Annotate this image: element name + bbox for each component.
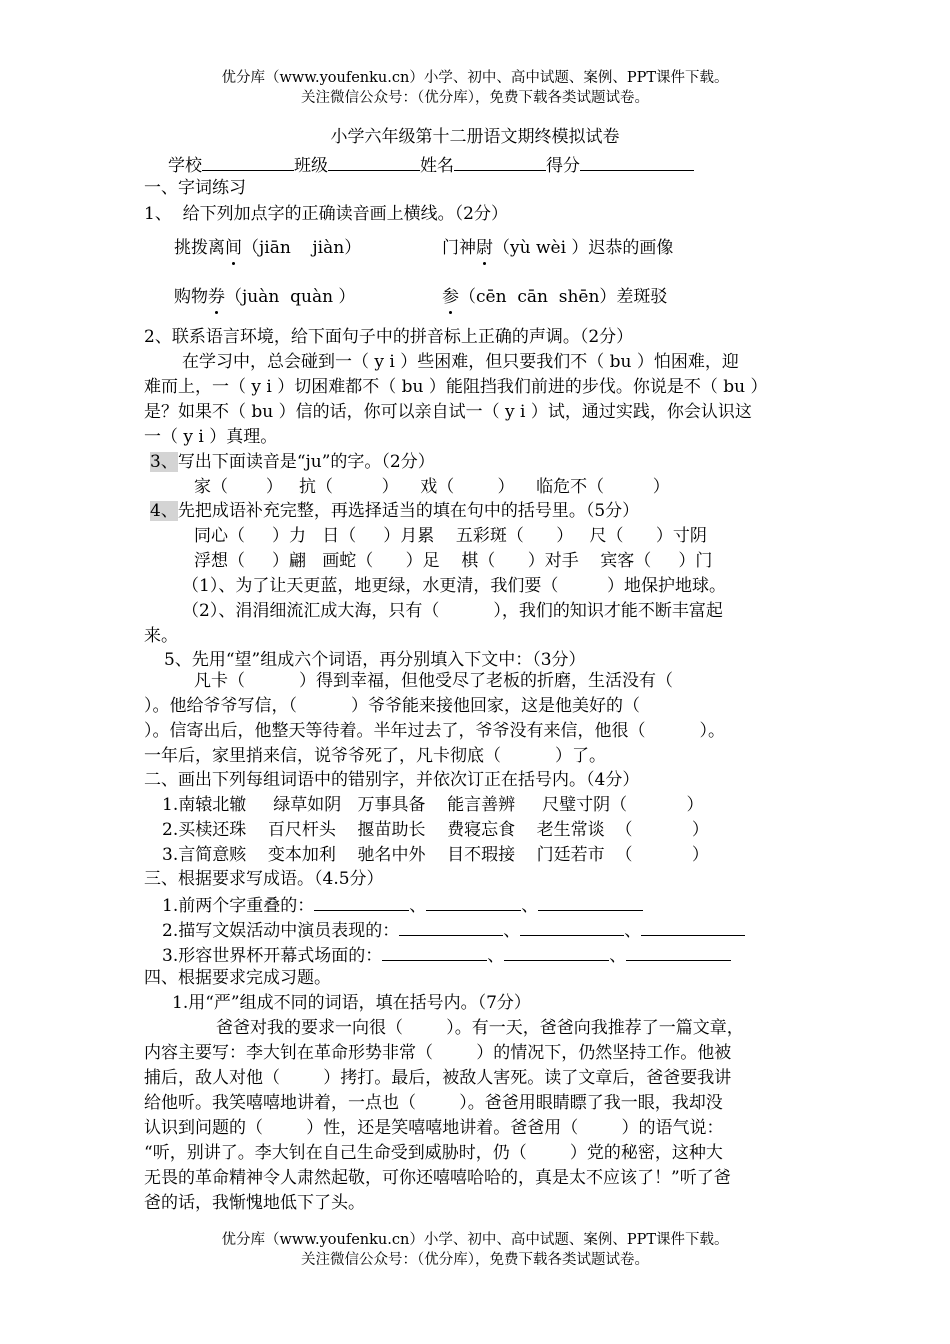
q5-para-4: 一年后，家里捎来信，说爷爷死了，凡卡彻底（ ）了。 (144, 746, 607, 766)
q2-para-3: 是？如果不（ bu ）信的话，你可以亲自试一（ y i ）试，通过实践，你会认识这 (144, 402, 752, 422)
q5-para-3: ）。信寄出后，他整天等待着。半年过去了，爷爷没有来信，他很（ ）。 (144, 721, 726, 741)
section-3-heading: 三、根据要求写成语。（4.5分） (144, 869, 384, 889)
q3-number: 3、 (150, 452, 178, 472)
q1-item-b: 门神尉（yù wèi ）迟恭的画像 (442, 238, 674, 258)
q3-prompt: 3、写出下面读音是“ju”的字。（2分） (150, 452, 435, 472)
name-field[interactable] (454, 152, 546, 171)
q1-item-a: 挑拨离间（jiān jiàn） (174, 238, 362, 258)
dotted-char: 尉 (476, 238, 493, 258)
answer-blank[interactable] (626, 942, 731, 961)
s4-para-2: 内容主要写：李大钊在革命形势非常（ ）的情况下，仍然坚持工作。他被 (144, 1043, 732, 1063)
q2-para-1: 在学习中，总会碰到一（ y i ）些困难，但只要我们不（ bu ）怕困难，迎 (182, 352, 739, 372)
s4-para-3: 捕后，敌人对他（ ）拷打。最后，被敌人害死。读了文章后，爸爸要我讲 (144, 1068, 732, 1088)
footer-line-1: 优分库（www.youfenku.cn）小学、初中、高中试题、案例、PPT课件下载。 (221, 1232, 729, 1248)
footer-line-2: 关注微信公众号：（优分库），免费下载各类试题试卷。 (301, 1252, 649, 1268)
answer-blank[interactable] (520, 917, 624, 936)
header-line-2: 关注微信公众号：（优分库），免费下载各类试题试卷。 (301, 90, 649, 106)
dotted-char: 券 (208, 287, 225, 307)
q4-sentence-2: （2）、涓涓细流汇成大海，只有（ ），我们的知识才能不断丰富起 (182, 601, 723, 621)
q4-sentence-2-cont: 来。 (144, 626, 178, 646)
s4-para-1: 爸爸对我的要求一向很（ ）。有一天，爸爸向我推荐了一篇文章， (216, 1018, 744, 1038)
class-field[interactable] (328, 152, 420, 171)
score-field[interactable] (580, 152, 694, 171)
s4-para-6: “听，别讲了。李大钊在自己生命受到威胁时，仍（ ）党的秘密，这种大 (144, 1143, 723, 1163)
q4-sentence-1: （1）、为了让天更蓝，地更绿，水更清，我们要（ ）地保护地球。 (182, 576, 726, 596)
s3-row-1: 1.前两个字重叠的： 、 、 (162, 892, 643, 918)
q5-para-2: ）。他给爷爷写信，（ ）爷爷能来接他回家，这是他美好的（ (144, 696, 641, 716)
q3-items: 家（ ） 抗（ ） 戏（ ） 临危不（ ） (194, 477, 670, 497)
q1-prompt: 1、 给下列加点字的正确读音画上横线。（2分） (144, 204, 508, 224)
section-4-heading: 四、根据要求完成习题。 (144, 968, 331, 988)
s2-row-1: 1.南辕北辙 绿草如阴 万事具备 能言善辨 尺璧寸阴（ ） (162, 795, 704, 815)
q4-idioms-row-2: 浮想（ ）翩 画蛇（ ）足 棋（ ）对手 宾客（ ）门 (194, 551, 713, 571)
score-label: 得分 (546, 156, 580, 176)
answer-blank[interactable] (504, 942, 609, 961)
q5-prompt: 5、先用“望”组成六个词语，再分别填入下文中：（3分） (164, 650, 586, 670)
class-label: 班级 (294, 156, 328, 176)
q4-number: 4、 (150, 501, 178, 521)
q2-prompt: 2、联系语言环境，给下面句子中的拼音标上正确的声调。（2分） (144, 327, 634, 347)
s4-para-8: 爸的话，我惭愧地低下了头。 (144, 1193, 365, 1213)
s2-row-2: 2.买椟还珠 百尺杆头 揠苗助长 费寝忘食 老生常谈 （ ） (162, 820, 709, 840)
q5-para-1: 凡卡（ ）得到幸福，但他受尽了老板的折磨，生活没有（ (194, 671, 674, 691)
answer-blank[interactable] (641, 917, 745, 936)
dotted-char: 间 (225, 238, 242, 258)
dotted-char: 参 (442, 287, 459, 307)
school-field[interactable] (202, 152, 294, 171)
s4-para-4: 给他听。我笑嘻嘻地讲着，一点也（ ）。爸爸用眼睛瞟了我一眼，我却没 (144, 1093, 723, 1113)
s3-row-2: 2.描写文娱活动中演员表现的： 、 、 (162, 917, 745, 943)
answer-blank[interactable] (382, 942, 487, 961)
q4-idioms-row-1: 同心（ ）力 日（ ）月累 五彩斑（ ） 尺（ ）寸阴 (194, 526, 707, 546)
s2-row-3: 3.言简意赅 变本加利 驰名中外 目不瑕接 门廷若市 （ ） (162, 845, 709, 865)
q4-prompt: 4、先把成语补充完整，再选择适当的填在句中的括号里。（5分） (150, 501, 640, 521)
answer-blank[interactable] (538, 892, 643, 911)
page-title: 小学六年级第十二册语文期终模拟试卷 (330, 127, 620, 147)
section-1-heading: 一、字词练习 (144, 178, 246, 198)
header-line-1: 优分库（www.youfenku.cn）小学、初中、高中试题、案例、PPT课件下载。 (221, 70, 729, 86)
answer-blank[interactable] (399, 917, 503, 936)
school-label: 学校 (168, 156, 202, 176)
s4-para-7: 无畏的革命精神令人肃然起敬，可你还嘻嘻哈哈的，真是太不应该了！”听了爸 (144, 1168, 731, 1188)
section-2-heading: 二、画出下列每组词语中的错别字，并依次订正在括号内。（4分） (144, 770, 640, 790)
info-line (168, 152, 694, 178)
answer-blank[interactable] (426, 892, 521, 911)
q1-item-d: 参（cēn cān shēn）差斑驳 (442, 287, 668, 307)
name-label: 姓名 (420, 156, 454, 176)
q1-item-c: 购物券（juàn quàn ） (174, 287, 356, 307)
q2-para-4: 一（ y i ）真理。 (144, 427, 278, 447)
s4-q1-prompt: 1.用“严”组成不同的词语，填在括号内。（7分） (172, 993, 531, 1013)
s3-row-3: 3.形容世界杯开幕式场面的： 、 、 (162, 942, 731, 968)
q2-para-2: 难而上，一（ y i ）切困难都不（ bu ）能阻挡我们前进的步伐。你说是不（ bu ） (144, 377, 768, 397)
answer-blank[interactable] (314, 892, 409, 911)
s4-para-5: 认识到问题的（ ）性，还是笑嘻嘻地讲着。爸爸用（ ）的语气说： (144, 1118, 724, 1138)
